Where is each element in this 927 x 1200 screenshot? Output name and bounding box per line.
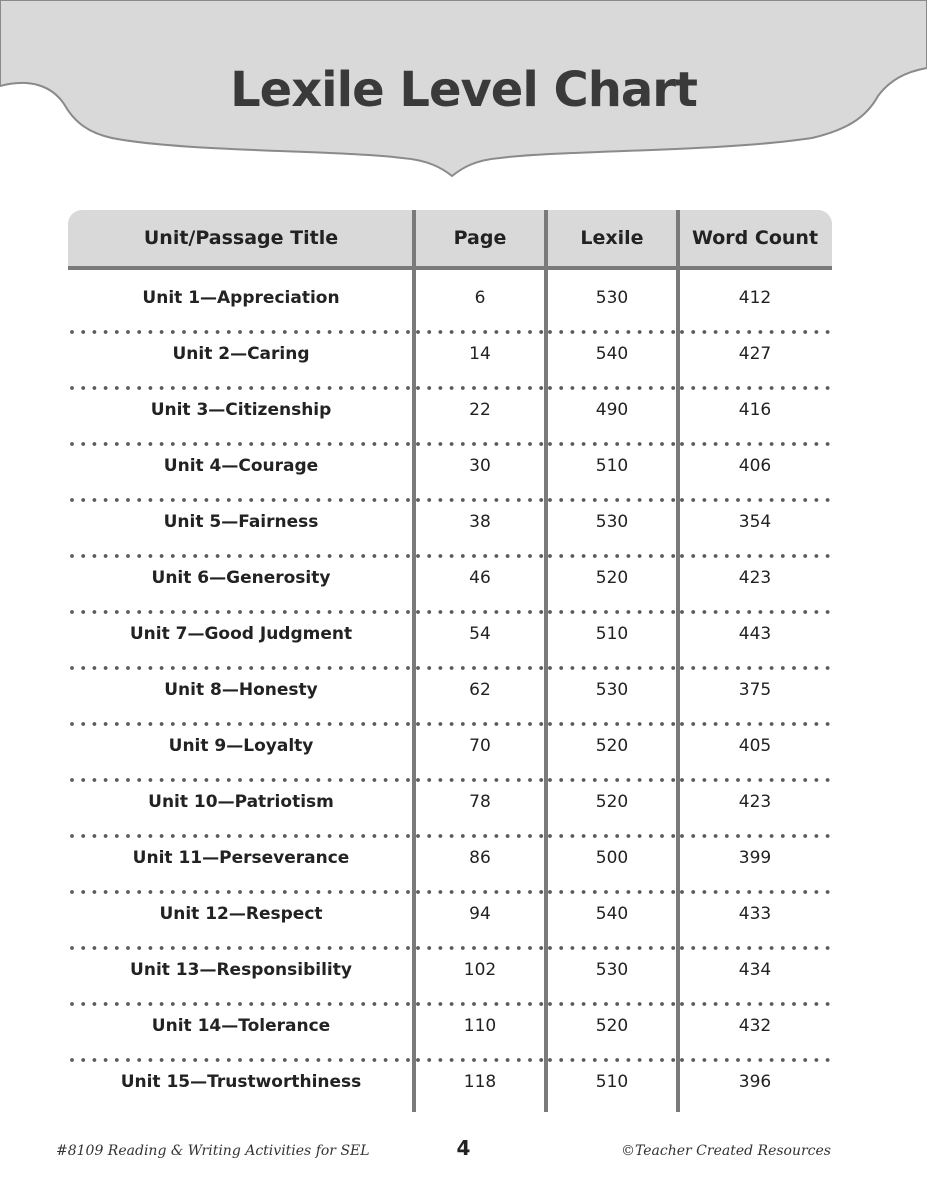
page-cell: 54 bbox=[469, 624, 491, 644]
column-divider bbox=[676, 210, 680, 1112]
page-cell: 62 bbox=[469, 680, 491, 700]
page-cell: 102 bbox=[463, 960, 497, 980]
word-count-cell: 412 bbox=[738, 288, 772, 308]
header-page: Page bbox=[453, 227, 507, 249]
table-row bbox=[68, 606, 832, 662]
table-row bbox=[68, 382, 832, 438]
unit-title-cell: Unit 10—Patriotism bbox=[148, 792, 334, 812]
lexile-cell: 500 bbox=[595, 848, 629, 868]
page-title: Lexile Level Chart bbox=[230, 62, 697, 118]
unit-title-cell: Unit 11—Perseverance bbox=[132, 848, 350, 868]
unit-title-cell: Unit 9—Loyalty bbox=[168, 736, 314, 756]
word-count-cell: 432 bbox=[738, 1016, 772, 1036]
footer-publisher: ©Teacher Created Resources bbox=[621, 1143, 831, 1159]
word-count-cell: 375 bbox=[738, 680, 772, 700]
lexile-cell: 540 bbox=[595, 904, 629, 924]
page-cell: 78 bbox=[469, 792, 491, 812]
page-cell: 118 bbox=[463, 1072, 497, 1092]
table-row bbox=[68, 830, 832, 886]
lexile-cell: 510 bbox=[595, 624, 629, 644]
table-row bbox=[68, 662, 832, 718]
word-count-cell: 416 bbox=[738, 400, 772, 420]
page-cell: 86 bbox=[469, 848, 491, 868]
unit-title-cell: Unit 15—Trustworthiness bbox=[120, 1072, 362, 1092]
header-word-count: Word Count bbox=[691, 227, 819, 249]
table-row bbox=[68, 438, 832, 494]
table-header bbox=[68, 210, 832, 270]
word-count-cell: 434 bbox=[738, 960, 772, 980]
lexile-cell: 490 bbox=[595, 400, 629, 420]
lexile-cell: 540 bbox=[595, 344, 629, 364]
lexile-cell: 530 bbox=[595, 288, 629, 308]
table-row bbox=[68, 494, 832, 550]
page-cell: 6 bbox=[474, 288, 486, 308]
page-cell: 70 bbox=[469, 736, 491, 756]
word-count-cell: 443 bbox=[738, 624, 772, 644]
lexile-cell: 530 bbox=[595, 960, 629, 980]
unit-title-cell: Unit 6—Generosity bbox=[151, 568, 331, 588]
header-unit-title: Unit/Passage Title bbox=[143, 227, 339, 249]
lexile-cell: 520 bbox=[595, 736, 629, 756]
unit-title-cell: Unit 7—Good Judgment bbox=[129, 624, 353, 644]
table-body bbox=[68, 270, 832, 1110]
lexile-cell: 520 bbox=[595, 792, 629, 812]
lexile-cell: 510 bbox=[595, 456, 629, 476]
page-cell: 38 bbox=[469, 512, 491, 532]
header-lexile: Lexile bbox=[580, 227, 644, 249]
word-count-cell: 423 bbox=[738, 568, 772, 588]
unit-title-cell: Unit 13—Responsibility bbox=[130, 960, 352, 980]
lexile-table bbox=[68, 210, 832, 1110]
lexile-cell: 510 bbox=[595, 1072, 629, 1092]
word-count-cell: 433 bbox=[738, 904, 772, 924]
lexile-cell: 520 bbox=[595, 1016, 629, 1036]
table-row bbox=[68, 1054, 832, 1110]
table-row bbox=[68, 718, 832, 774]
word-count-cell: 399 bbox=[738, 848, 772, 868]
page-cell: 22 bbox=[469, 400, 491, 420]
page-cell: 14 bbox=[469, 344, 491, 364]
unit-title-cell: Unit 4—Courage bbox=[163, 456, 319, 476]
table-row bbox=[68, 998, 832, 1054]
unit-title-cell: Unit 14—Tolerance bbox=[151, 1016, 331, 1036]
lexile-cell: 520 bbox=[595, 568, 629, 588]
word-count-cell: 396 bbox=[738, 1072, 772, 1092]
word-count-cell: 354 bbox=[738, 512, 772, 532]
lexile-cell: 530 bbox=[595, 512, 629, 532]
column-divider bbox=[544, 210, 548, 1112]
word-count-cell: 423 bbox=[738, 792, 772, 812]
footer-page-number: 4 bbox=[456, 1136, 471, 1160]
table-row bbox=[68, 774, 832, 830]
unit-title-cell: Unit 5—Fairness bbox=[163, 512, 319, 532]
table-row bbox=[68, 326, 832, 382]
unit-title-cell: Unit 2—Caring bbox=[172, 344, 310, 364]
table-row bbox=[68, 886, 832, 942]
word-count-cell: 406 bbox=[738, 456, 772, 476]
page-cell: 30 bbox=[469, 456, 491, 476]
page-cell: 94 bbox=[469, 904, 491, 924]
word-count-cell: 405 bbox=[738, 736, 772, 756]
page-cell: 46 bbox=[469, 568, 491, 588]
unit-title-cell: Unit 8—Honesty bbox=[164, 680, 318, 700]
lexile-cell: 530 bbox=[595, 680, 629, 700]
page-cell: 110 bbox=[463, 1016, 497, 1036]
word-count-cell: 427 bbox=[738, 344, 772, 364]
unit-title-cell: Unit 1—Appreciation bbox=[142, 288, 340, 308]
unit-title-cell: Unit 12—Respect bbox=[159, 904, 323, 924]
table-row bbox=[68, 942, 832, 998]
footer-book-title: #8109 Reading & Writing Activities for SEL bbox=[56, 1143, 370, 1159]
table-row bbox=[68, 270, 832, 326]
table-row bbox=[68, 550, 832, 606]
column-divider bbox=[412, 210, 416, 1112]
unit-title-cell: Unit 3—Citizenship bbox=[150, 400, 332, 420]
